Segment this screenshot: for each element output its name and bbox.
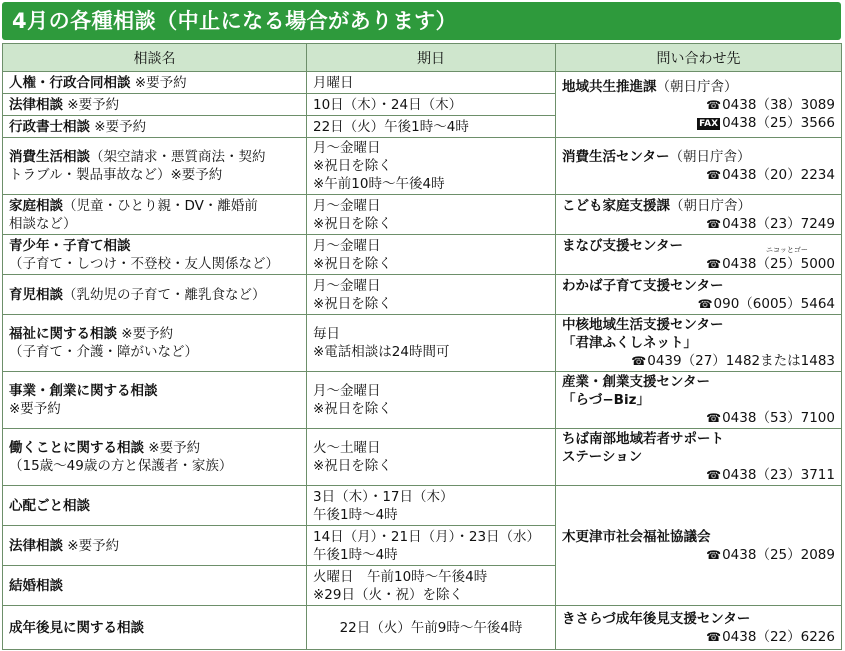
phone-icon: ☎: [697, 296, 713, 311]
contact-cell: 産業・創業支援センター 「らづ−Biz」 ☎0438（53）7100: [556, 372, 842, 429]
consultation-date: 10日（木）・24日（木）: [307, 94, 556, 116]
contact-cell: きさらづ成年後見支援センター ☎0438（22）6226: [556, 606, 842, 650]
contact-cell: 木更津市社会福祉協議会 ☎0438（25）2089: [556, 486, 842, 606]
table-row: [3, 606, 842, 650]
consultation-name: 心配ごと相談: [3, 486, 307, 526]
phone-icon: ☎: [706, 411, 722, 425]
consultation-name: 事業・創業に関する相談 ※要予約: [3, 372, 307, 429]
consultation-date: 火曜日 午前10時～午後4時 ※29日（火・祝）を除く: [307, 566, 556, 606]
phone-icon: ☎: [706, 629, 722, 644]
phone-icon: ☎: [706, 547, 722, 562]
consultation-name: 成年後見に関する相談: [3, 606, 307, 650]
table-row: [3, 138, 842, 195]
consultation-name: 法律相談 ※要予約: [3, 526, 307, 566]
phone-icon: ☎: [706, 168, 722, 182]
phone-mnemonic: ニコッとゴー: [765, 245, 808, 254]
contact-cell: ちば南部地域若者サポート ステーション ☎0438（23）3711: [556, 429, 842, 486]
consultation-table: [2, 43, 842, 650]
table-row: [3, 372, 842, 429]
consultation-name: 結婚相談: [3, 566, 307, 606]
table-row: [3, 429, 842, 486]
contact-cell: まなび支援センター ☎0438（ ニコッとゴー 25）5000: [556, 235, 842, 275]
table-row: [3, 315, 842, 372]
consultation-date: 月～金曜日 ※祝日を除く: [307, 372, 556, 429]
phone-icon: ☎: [631, 354, 647, 368]
consultation-name: 青少年・子育て相談 （子育て・しつけ・不登校・友人関係など）: [3, 235, 307, 275]
consultation-date: 3日（木）・17日（木） 午後1時～4時: [307, 486, 556, 526]
table-row: [3, 72, 842, 94]
table-row: [3, 235, 842, 275]
contact-cell: 地域共生推進課（朝日庁舎） ☎0438（38）3089 FAX 0438（25）3566: [556, 72, 842, 138]
phone-icon: ☎: [706, 216, 722, 231]
consultation-date: 月～金曜日 ※祝日を除く: [307, 275, 556, 315]
header-contact: 問い合わせ先: [556, 44, 842, 72]
contact-cell: わかば子育て支援センター ☎090（6005）5464: [556, 275, 842, 315]
consultation-date: 火～土曜日 ※祝日を除く: [307, 429, 556, 486]
table-row: [3, 275, 842, 315]
consultation-name: 働くことに関する相談 ※要予約 （15歳～49歳の方と保護者・家族）: [3, 429, 307, 486]
consultation-name: 育児相談（乳幼児の子育て・離乳食など）: [3, 275, 307, 315]
consultation-date: 月～金曜日 ※祝日を除く: [307, 235, 556, 275]
header-name: 相談名: [3, 44, 307, 72]
consultation-name: 人権・行政合同相談 ※要予約: [3, 72, 307, 94]
consultation-name: 消費生活相談（架空請求・悪質商法・契約 トラブル・製品事故など）※要予約: [3, 138, 307, 195]
contact-cell: こども家庭支援課（朝日庁舎） ☎0438（23）7249: [556, 195, 842, 235]
consultation-date: 22日（火）午前9時～午後4時: [307, 606, 556, 650]
consultation-name: 家庭相談（児童・ひとり親・DV・離婚前 相談など）: [3, 195, 307, 235]
consultation-name: 行政書士相談 ※要予約: [3, 116, 307, 138]
phone-icon: ☎: [706, 468, 722, 482]
header-date: 期日: [307, 44, 556, 72]
consultation-date: 14日（月）・21日（月）・23日（水） 午後1時～4時: [307, 526, 556, 566]
table-row: [3, 195, 842, 235]
consultation-date: 毎日 ※電話相談は24時間可: [307, 315, 556, 372]
table-row: [3, 486, 842, 526]
table-header-row: [3, 44, 842, 72]
phone-icon: ☎: [706, 256, 722, 271]
consultation-name: 福祉に関する相談 ※要予約 （子育て・介護・障がいなど）: [3, 315, 307, 372]
contact-cell: 消費生活センター（朝日庁舎） ☎0438（20）2234: [556, 138, 842, 195]
consultation-date: 月曜日: [307, 72, 556, 94]
phone-icon: ☎: [706, 97, 722, 112]
page-title: 4月の各種相談（中止になる場合があります）: [2, 2, 841, 40]
consultation-date: 月～金曜日 ※祝日を除く ※午前10時～午後4時: [307, 138, 556, 195]
consultation-name: 法律相談 ※要予約: [3, 94, 307, 116]
fax-icon: FAX: [699, 118, 719, 129]
consultation-date: 月～金曜日 ※祝日を除く: [307, 195, 556, 235]
consultation-date: 22日（火）午後1時～4時: [307, 116, 556, 138]
contact-cell: 中核地域生活支援センター 「君津ふくしネット」 ☎0439（27）1482または1483: [556, 315, 842, 372]
